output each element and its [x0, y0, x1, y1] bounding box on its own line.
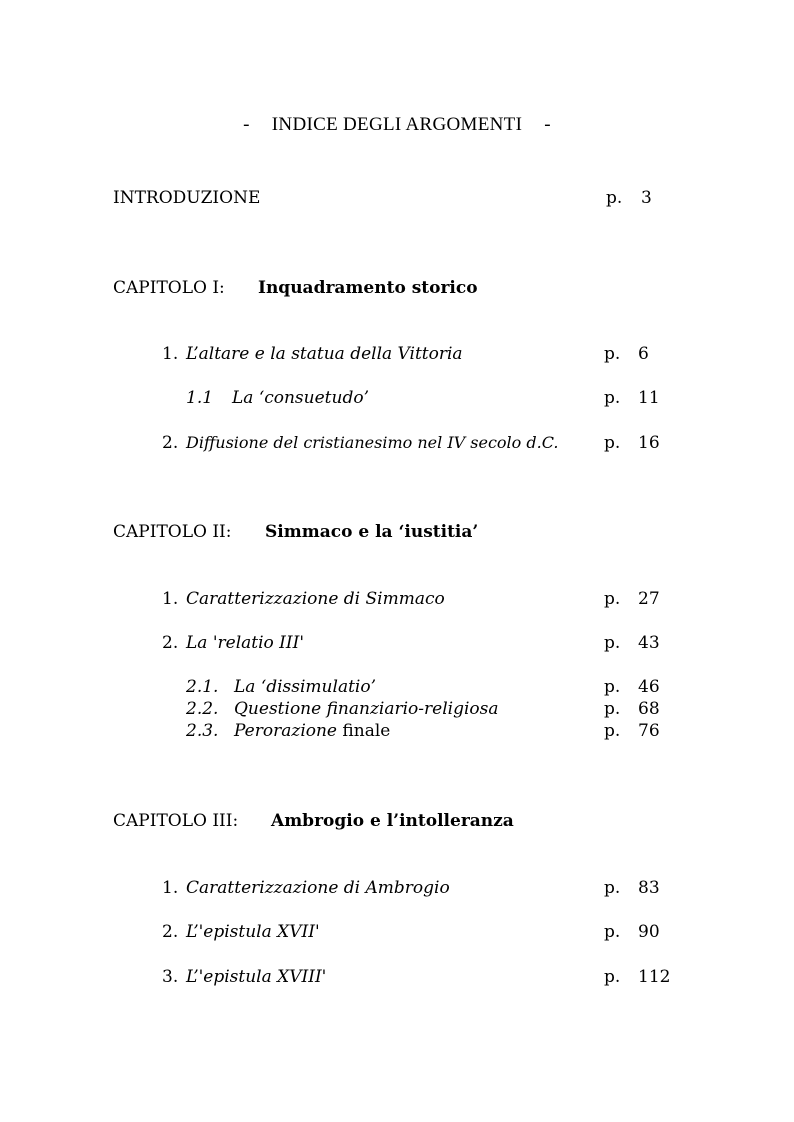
entry-p: p. — [604, 699, 621, 719]
entry-page: 112 — [638, 967, 671, 987]
chapter-heading-2[interactable] — [0, 520, 794, 544]
entry-p: p. — [604, 388, 621, 408]
entry-number: 1. — [162, 344, 179, 364]
entry-page: 16 — [638, 433, 660, 453]
entry-title-wrap — [234, 720, 390, 742]
entry-title: L’'epistula XVIII' — [186, 967, 327, 987]
page-title — [0, 114, 794, 136]
toc-entry[interactable] — [0, 631, 794, 655]
entry-number: 2. — [162, 922, 179, 942]
entry-number: 2. — [162, 433, 179, 453]
toc-entry[interactable] — [0, 587, 794, 611]
toc-label: INTRODUZIONE — [113, 188, 261, 208]
entry-page: 27 — [638, 589, 660, 609]
entry-title: Diffusione del cristianesimo nel IV secolo d.C. — [186, 433, 559, 452]
entry-number: 2.2. — [186, 699, 219, 719]
toc-entry[interactable] — [0, 698, 794, 720]
entry-page: 6 — [638, 344, 649, 364]
entry-title: La ‘consuetudo’ — [232, 388, 369, 408]
chapter-label: CAPITOLO I: — [113, 278, 225, 298]
entry-page: 11 — [638, 388, 660, 408]
entry-title-suffix: finale — [337, 721, 391, 741]
entry-p: p. — [604, 878, 621, 898]
chapter-label: CAPITOLO II: — [113, 522, 232, 542]
title-dash-left: - — [243, 114, 250, 135]
entry-page: 46 — [638, 677, 660, 697]
entry-p: p. — [604, 633, 621, 653]
toc-entry[interactable] — [0, 720, 794, 742]
toc-entry[interactable] — [0, 676, 794, 698]
entry-p: p. — [604, 433, 621, 453]
entry-title: Caratterizzazione di Ambrogio — [186, 878, 450, 898]
entry-page: 83 — [638, 878, 660, 898]
toc-entry[interactable] — [0, 431, 794, 455]
title-text: INDICE DEGLI ARGOMENTI — [271, 114, 523, 135]
chapter-title: Ambrogio e l’intolleranza — [271, 811, 514, 831]
entry-p: p. — [604, 677, 621, 697]
entry-p: p. — [604, 589, 621, 609]
entry-number: 1. — [162, 878, 179, 898]
toc-row-introduzione[interactable] — [0, 186, 794, 210]
title-dash-right: - — [544, 114, 551, 135]
entry-p: p. — [604, 922, 621, 942]
entry-title: Caratterizzazione di Simmaco — [186, 589, 445, 609]
entry-number: 2.3. — [186, 721, 219, 741]
toc-entry[interactable] — [0, 876, 794, 900]
entry-p: p. — [604, 967, 621, 987]
chapter-title: Simmaco e la ‘iustitia’ — [265, 522, 479, 542]
toc-p: p. — [606, 188, 623, 208]
entry-number: 1.1 — [186, 388, 214, 408]
toc-entry[interactable] — [0, 386, 794, 410]
entry-page: 90 — [638, 922, 660, 942]
toc-page: 3 — [641, 188, 652, 208]
toc-entry[interactable] — [0, 965, 794, 989]
chapter-heading-3[interactable] — [0, 809, 794, 833]
entry-number: 2.1. — [186, 677, 219, 697]
entry-page: 76 — [638, 721, 660, 741]
entry-title: La 'relatio III' — [186, 633, 304, 653]
entry-number: 2. — [162, 633, 179, 653]
entry-page: 68 — [638, 699, 660, 719]
toc-entry[interactable] — [0, 342, 794, 366]
chapter-heading-1[interactable] — [0, 276, 794, 300]
chapter-label: CAPITOLO III: — [113, 811, 239, 831]
toc-entry[interactable] — [0, 920, 794, 944]
entry-number: 3. — [162, 967, 179, 987]
entry-page: 43 — [638, 633, 660, 653]
entry-title: L’altare e la statua della Vittoria — [186, 344, 463, 364]
entry-title: La ‘dissimulatio’ — [234, 677, 376, 697]
entry-title: L’'epistula XVII' — [186, 922, 320, 942]
entry-p: p. — [604, 721, 621, 741]
entry-p: p. — [604, 344, 621, 364]
entry-title: Perorazione — [234, 721, 337, 741]
entry-title: Questione finanziario-religiosa — [234, 699, 499, 719]
entry-number: 1. — [162, 589, 179, 609]
chapter-title: Inquadramento storico — [258, 278, 478, 298]
